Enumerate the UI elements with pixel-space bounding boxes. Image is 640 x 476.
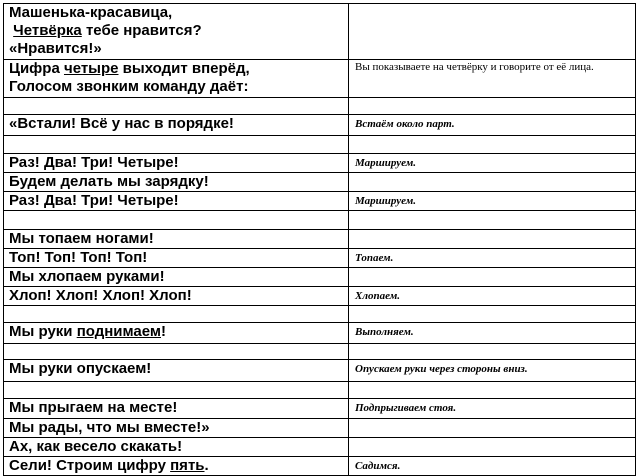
table-row bbox=[4, 249, 636, 268]
instruction-cell bbox=[349, 438, 636, 457]
table-row bbox=[4, 115, 636, 136]
instruction-cell bbox=[349, 192, 636, 211]
verse-cell bbox=[4, 438, 349, 457]
digit-four-drawing bbox=[349, 4, 409, 58]
instruction-cell bbox=[349, 173, 636, 192]
verse-text: Цифра bbox=[9, 60, 64, 77]
verse-line: Раз! Два! Три! Четыре! bbox=[9, 192, 179, 209]
instruction-cell bbox=[349, 4, 636, 60]
instruction-cell bbox=[349, 344, 636, 360]
table-row bbox=[4, 287, 636, 306]
instruction-text: Топаем. bbox=[355, 252, 394, 264]
verse-line bbox=[9, 60, 342, 78]
verse-line bbox=[9, 457, 342, 475]
table-row bbox=[4, 457, 636, 476]
verse-cell bbox=[4, 344, 349, 360]
verse-line: Раз! Два! Три! Четыре! bbox=[9, 154, 179, 171]
verse-cell bbox=[4, 287, 349, 306]
verse-text: ! bbox=[161, 323, 166, 340]
table-row bbox=[4, 438, 636, 457]
verse-cell bbox=[4, 360, 349, 382]
verse-cell bbox=[4, 419, 349, 438]
verse-line: Хлоп! Хлоп! Хлоп! Хлоп! bbox=[9, 287, 192, 304]
instruction-text: Вы показываете на четвёрку и говорите от её лица. bbox=[355, 61, 594, 73]
table-row bbox=[4, 360, 636, 382]
instruction-cell bbox=[349, 360, 636, 382]
instruction-text: Опускаем руки через стороны вниз. bbox=[355, 363, 528, 375]
instruction-text: Выполняем. bbox=[355, 326, 414, 338]
verse-line: Мы хлопаем руками! bbox=[9, 268, 165, 285]
table-row bbox=[4, 136, 636, 154]
table-row bbox=[4, 344, 636, 360]
verse-cell bbox=[4, 4, 349, 60]
instruction-cell bbox=[349, 115, 636, 136]
verse-line: Машенька-красавица, bbox=[9, 4, 173, 21]
verse-line bbox=[9, 22, 342, 40]
instruction-cell bbox=[349, 457, 636, 476]
underlined-word: поднимаем bbox=[76, 323, 161, 340]
table-row bbox=[4, 399, 636, 419]
verse-cell bbox=[4, 306, 349, 323]
instruction-cell bbox=[349, 230, 636, 249]
verse-line: Мы прыгаем на месте! bbox=[9, 399, 178, 416]
verse-line: Мы руки опускаем! bbox=[9, 360, 152, 377]
verse-line: Ах, как весело скакать! bbox=[9, 438, 183, 455]
verse-text: тебе нравится? bbox=[81, 22, 202, 39]
table-row bbox=[4, 268, 636, 287]
instruction-text: Маршируем. bbox=[355, 195, 417, 207]
verse-cell bbox=[4, 268, 349, 287]
verse-cell bbox=[4, 60, 349, 98]
table-row bbox=[4, 173, 636, 192]
verse-line: Будем делать мы зарядку! bbox=[9, 173, 209, 190]
table-row bbox=[4, 382, 636, 399]
verse-text: . bbox=[204, 457, 209, 474]
verse-line: «Нравится!» bbox=[9, 40, 102, 57]
verse-cell bbox=[4, 115, 349, 136]
table-row bbox=[4, 4, 636, 60]
instruction-text: Садимся. bbox=[355, 460, 401, 472]
instruction-text: Хлопаем. bbox=[355, 290, 400, 302]
instruction-cell bbox=[349, 60, 636, 98]
instruction-cell bbox=[349, 211, 636, 230]
verse-cell bbox=[4, 173, 349, 192]
verse-text: Сели! Строим цифру bbox=[9, 457, 171, 474]
poem-table bbox=[3, 3, 636, 476]
instruction-cell bbox=[349, 287, 636, 306]
verse-cell bbox=[4, 230, 349, 249]
instruction-cell bbox=[349, 323, 636, 344]
verse-cell bbox=[4, 323, 349, 344]
instruction-cell bbox=[349, 399, 636, 419]
table-row bbox=[4, 323, 636, 344]
verse-cell bbox=[4, 382, 349, 399]
table-row bbox=[4, 306, 636, 323]
verse-line: «Встали! Всё у нас в порядке! bbox=[9, 115, 234, 132]
instruction-cell bbox=[349, 249, 636, 268]
verse-line: Топ! Топ! Топ! Топ! bbox=[9, 249, 148, 266]
verse-cell bbox=[4, 457, 349, 476]
verse-line bbox=[9, 323, 342, 341]
verse-text: Мы руки bbox=[9, 323, 77, 340]
verse-cell bbox=[4, 399, 349, 419]
table-row bbox=[4, 154, 636, 173]
instruction-text: Подпрыгиваем стоя. bbox=[355, 402, 457, 414]
instruction-text: Встаём около парт. bbox=[355, 118, 455, 130]
table-row bbox=[4, 98, 636, 115]
table-row bbox=[4, 419, 636, 438]
instruction-cell bbox=[349, 306, 636, 323]
verse-line: Мы рады, что мы вместе!» bbox=[9, 419, 210, 436]
instruction-cell bbox=[349, 382, 636, 399]
table-row bbox=[4, 60, 636, 98]
table-row bbox=[4, 192, 636, 211]
verse-cell bbox=[4, 154, 349, 173]
verse-cell bbox=[4, 211, 349, 230]
verse-cell bbox=[4, 98, 349, 115]
instruction-cell bbox=[349, 98, 636, 115]
instruction-cell bbox=[349, 268, 636, 287]
underlined-word: четыре bbox=[63, 60, 119, 77]
verse-line: Мы топаем ногами! bbox=[9, 230, 154, 247]
table-row bbox=[4, 211, 636, 230]
verse-line: Голосом звонким команду даёт: bbox=[9, 78, 249, 95]
verse-text: выходит вперёд, bbox=[118, 60, 250, 77]
instruction-cell bbox=[349, 419, 636, 438]
verse-cell bbox=[4, 249, 349, 268]
verse-cell bbox=[4, 192, 349, 211]
verse-cell bbox=[4, 136, 349, 154]
instruction-text: Маршируем. bbox=[355, 157, 417, 169]
table-row bbox=[4, 230, 636, 249]
instruction-cell bbox=[349, 154, 636, 173]
instruction-cell bbox=[349, 136, 636, 154]
underlined-word: пять bbox=[170, 457, 205, 474]
underlined-word: Четвёрка bbox=[13, 22, 82, 39]
